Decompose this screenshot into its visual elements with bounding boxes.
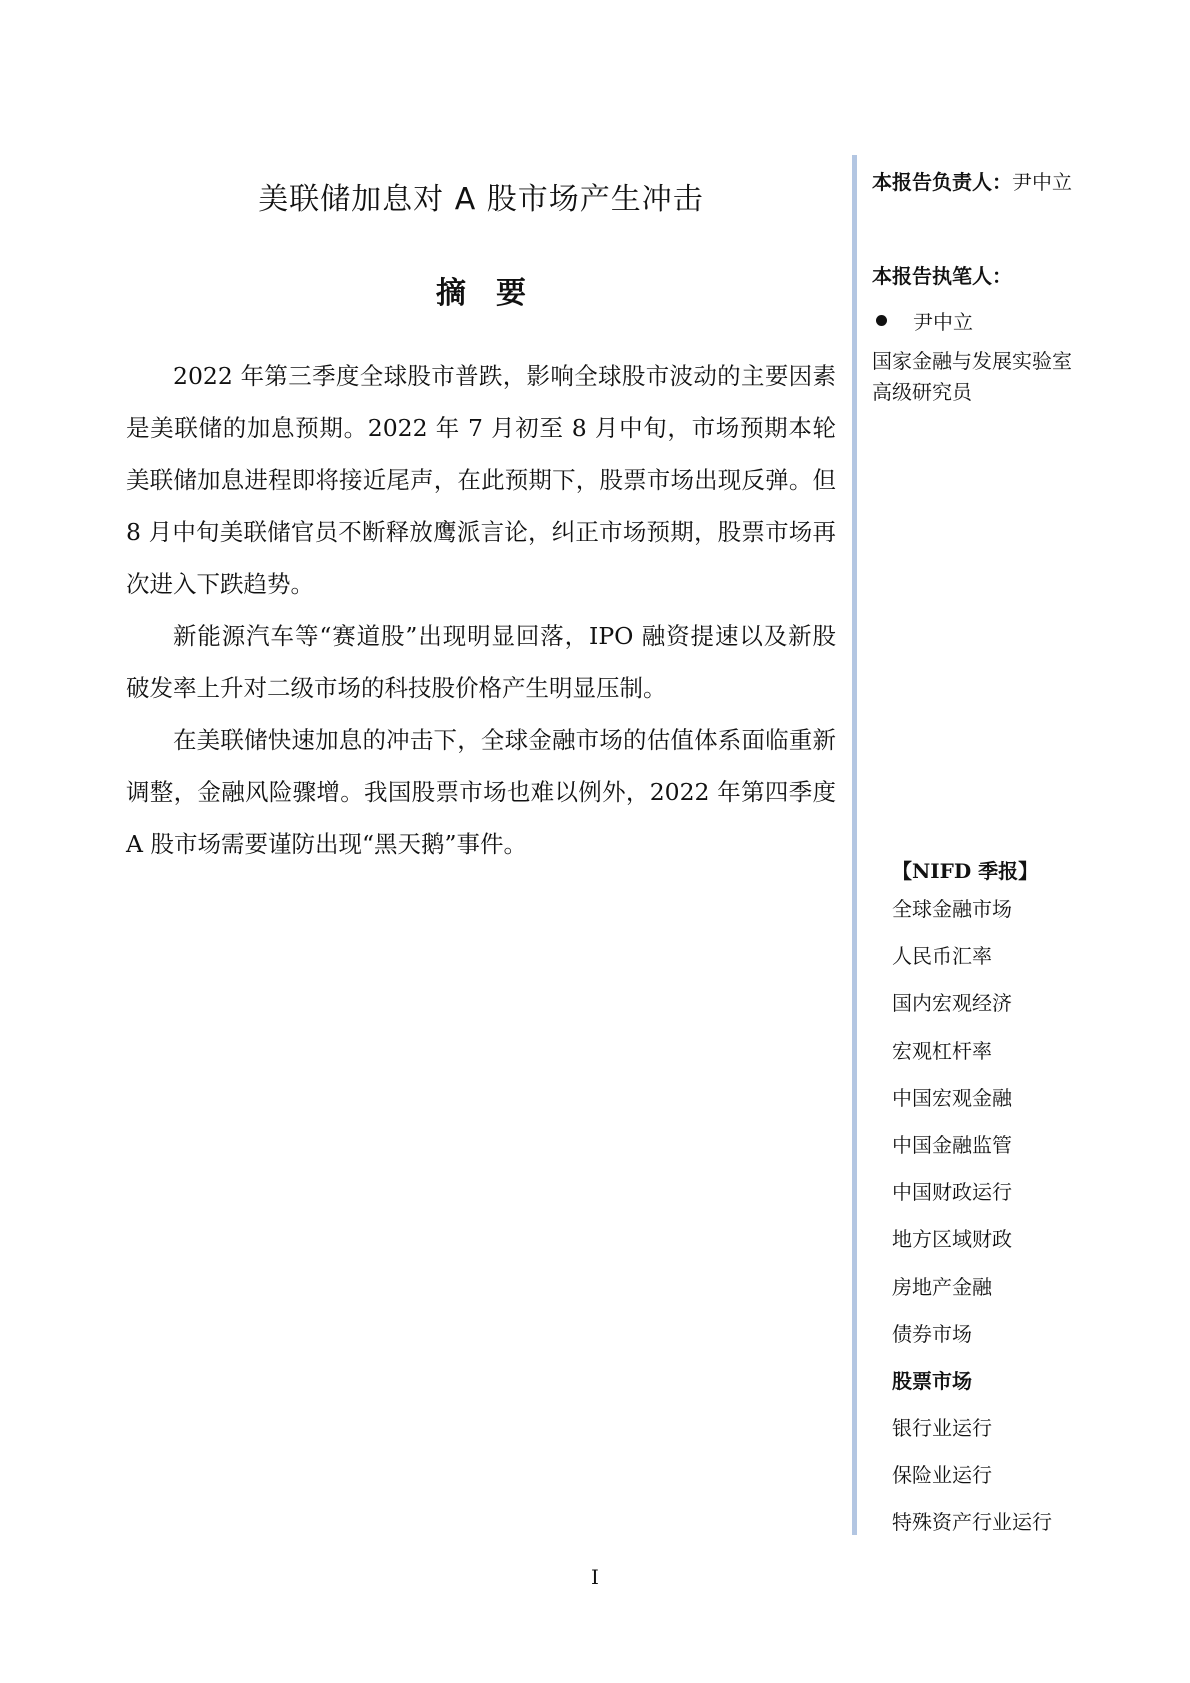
abstract-paragraph-1: 2022 年第三季度全球股市普跌，影响全球股市波动的主要因素是美联储的加息预期。2022 年 7 月初至 8 月中旬，市场预期本轮美联储加息进程即将接近尾声，在此预期下，股票市场出现反弹。但 8 月中旬美联储官员不断释放鹰派言论，纠正市场预期，股票市场再次进入下跌趋势。: [126, 362, 836, 598]
series-item: 中国金融监管: [892, 1132, 1012, 1157]
page-number: I: [591, 1565, 599, 1589]
series-item: 全球金融市场: [892, 897, 1012, 921]
series-item: 地方区域财政: [892, 1227, 1012, 1252]
series-heading: 【NIFD 季报】: [892, 859, 1039, 883]
series-item: 特殊资产行业运行: [892, 1510, 1052, 1535]
responsible-row: [872, 166, 1072, 195]
affiliation-line: 国家金融与发展实验室: [872, 349, 1072, 373]
series-item: 中国宏观金融: [892, 1085, 1012, 1110]
series-item: 宏观杠杆率: [892, 1038, 992, 1063]
series-item: 股票市场: [892, 1368, 972, 1393]
abstract-paragraph-2: 新能源汽车等“赛道股”出现明显回落，IPO 融资提速以及新股破发率上升对二级市场的科技股价格产生明显压制。: [126, 622, 836, 702]
series-item: 债券市场: [892, 1321, 972, 1346]
abstract-heading: 摘要: [436, 276, 556, 311]
series-item: 中国财政运行: [892, 1180, 1012, 1205]
affiliation-title: 高级研究员: [872, 380, 972, 404]
abstract-paragraph-3: 在美联储快速加息的冲击下，全球金融市场的估值体系面临重新调整，金融风险骤增。我国股票市场也难以例外，2022 年第四季度 A 股市场需要谨防出现“黑天鹅”事件。: [126, 726, 836, 858]
responsible-name: 尹中立: [1012, 170, 1072, 194]
responsible-label: 本报告负责人：: [872, 170, 1012, 194]
bullet-icon: [876, 315, 887, 326]
series-item: 银行业运行: [892, 1416, 992, 1441]
series-item: 保险业运行: [892, 1463, 992, 1488]
series-item: 房地产金融: [892, 1274, 992, 1299]
series-list: [892, 898, 1052, 1559]
sidebar-divider: [852, 155, 857, 1535]
main-column: [126, 160, 836, 870]
series-item: 人民币汇率: [892, 944, 992, 969]
author-affiliation: [872, 346, 1072, 408]
report-title: 美联储加息对 A 股市场产生冲击: [258, 182, 704, 217]
author-name: 尹中立: [913, 310, 973, 334]
writers-label: 本报告执笔人：: [872, 264, 1012, 288]
author-row: [872, 306, 973, 335]
series-item: 国内宏观经济: [892, 991, 1012, 1016]
